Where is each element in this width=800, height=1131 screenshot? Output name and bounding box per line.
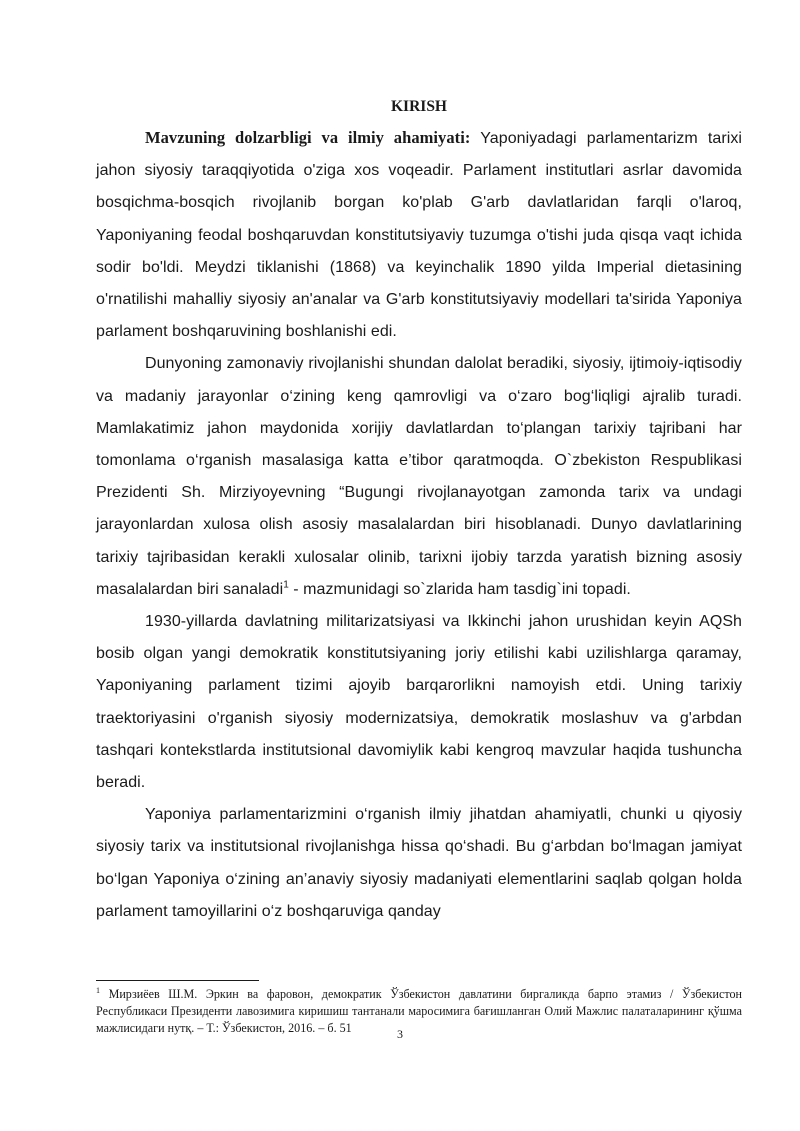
- paragraph-text: - mazmunidagi so`zlarida ham tasdig`ini topadi.: [288, 580, 631, 598]
- paragraph-text: 1930-yillarda davlatning militarizatsiyasi va Ikkinchi jahon urushidan keyin AQSh bosib olgan yangi demokratik konstitutsiyaning joriy etilishi kabi uzilishlarga qaramay, Yaponiyaning parlament tizimi ajoyib barqarorlikni namoyish etdi. Uning tarixiy traektoriyasini o'rganish siyosiy modernizatsiya, demokratik moslashuv va g'arbdan tashqari kontekstlarda institutsional davomiylik kabi kengroq mavzular haqida tushuncha beradi.: [96, 613, 742, 792]
- paragraph-lead: Mavzuning dolzarbligi va ilmiy ahamiyati:: [145, 128, 471, 147]
- paragraph-relevance: [96, 122, 742, 348]
- footnote-separator: [96, 980, 259, 981]
- footnote-reference[interactable]: 1: [283, 579, 289, 591]
- paragraph-modern-development: [96, 348, 742, 606]
- paragraph-text: Yaponiyadagi parlamentarizm tarixi jahon siyosiy taraqqiyotida o'ziga xos voqeadir. Parlament institutlari asrlar davomida bosqichma-bosqich rivojlanib borgan ko'plab G'arb davlatlaridan farqli o'laroq, Yaponiyaning feodal boshqaruvdan konstitutsiyaviy tuzumga o'tishi juda qisqa vaqt ichida sodir bo'ldi. Meydzi tiklanishi (1868) va keyinchalik 1890 yilda Imperial dietasining o'rnatilishi mahalliy siyosiy an'analar va G'arb konstitutsiyaviy modellari ta'sirida Yaponiya parlament boshqaruvining boshlanishi edi.: [96, 130, 742, 341]
- page-number: 3: [397, 1027, 403, 1041]
- paragraph-text: Dunyoning zamonaviy rivojlanishi shundan dalolat beradiki, siyosiy, ijtimoiy-iqtisodiy va madaniy jarayonlar o‘zining keng qamrovligi va o‘zaro bog‘liqligi ajralib turadi. Mamlakatimiz jahon maydonida xorijiy davlatlardan to‘plangan tarixiy tajribani har tomonlama o‘rganish masalasiga katta e’tibor qaratmoqda. O`zbekiston Respublikasi Prezidenti Sh. Mirziyoyevning “Bugungi rivojlanayotgan zamonda tarix va undagi jarayonlardan xulosa olish asosiy masalalardan biri hisoblanadi. Dunyo davlatlarining tarixiy tajribasidan kerakli xulosalar olinib, tarixni ijobiy tarzda yaratish bizning asosiy masalalardan biri sanaladi: [96, 355, 742, 598]
- paragraph-1930s: [96, 606, 742, 799]
- footnote-text: Мирзиёев Ш.М. Эркин ва фаровон, демократик Ўзбекистон давлатини биргаликда барпо этамиз / Ўзбекистон Республикаси Президенти лавозимига киришиш тантанали маросимига бағишланган Олий Мажлис палаталарининг қўшма мажлисидаги нутқ. – Т.: Ўзбекистон, 2016. – б. 51: [96, 987, 742, 1035]
- page-body: [96, 92, 742, 928]
- section-heading: KIRISH: [391, 98, 447, 115]
- paragraph-scientific-importance: [96, 799, 742, 928]
- footnote-number: 1: [96, 985, 100, 995]
- paragraph-text: Yaponiya parlamentarizmini o‘rganish ilmiy jihatdan ahamiyatli, chunki u qiyosiy siyosiy tarix va institutsional rivojlanishga hissa qo‘shadi. Bu g‘arbdan bo‘lmagan jamiyat bo‘lgan Yaponiya o‘zining an’anaviy siyosiy madaniyati elementlarini saqlab qolgan holda parlament tamoyillarini o‘z boshqaruviga qanday: [96, 806, 742, 920]
